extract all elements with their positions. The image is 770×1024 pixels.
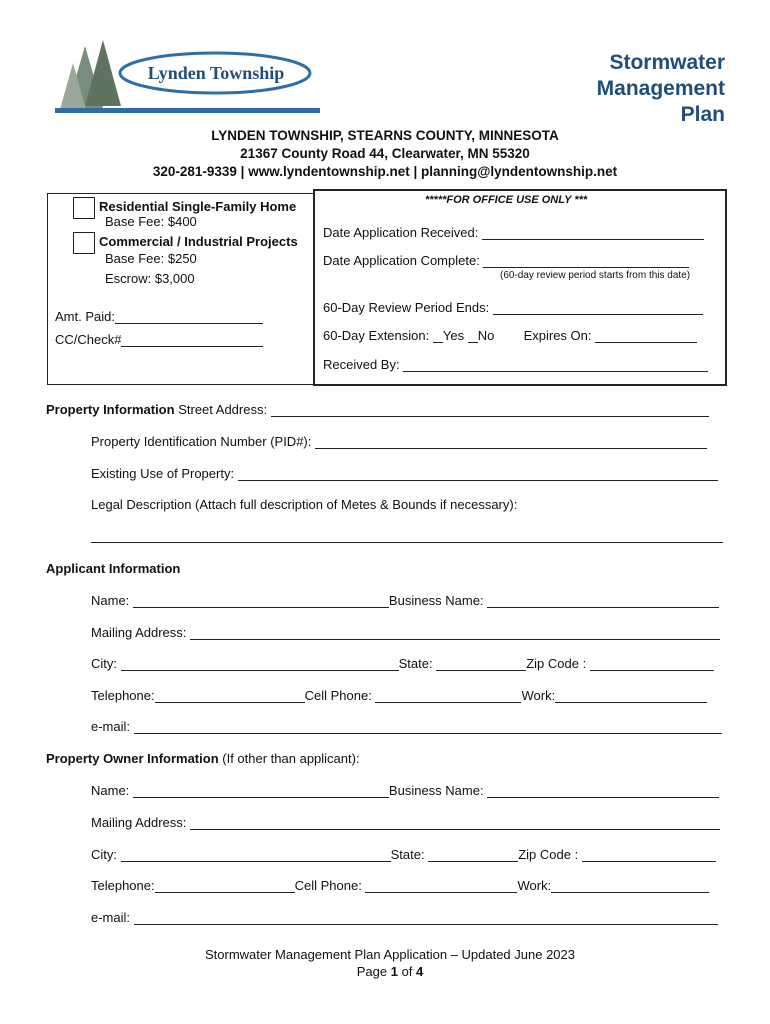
owner-mailing-field[interactable] (190, 816, 720, 830)
owner-name-label: Name: (91, 783, 130, 798)
received-by-row (323, 357, 708, 372)
applicant-cell-label: Cell Phone: (304, 688, 372, 703)
applicant-name-row (91, 593, 719, 608)
page-number: 1 (390, 964, 398, 979)
owner-phone-row (91, 878, 709, 893)
commercial-fee: Base Fee: $250 (105, 251, 197, 266)
existing-use-label: Existing Use of Property: (91, 466, 235, 481)
owner-info-heading: Property Owner Information (46, 751, 219, 766)
extension-row (323, 328, 697, 343)
owner-cell-label: Cell Phone: (294, 878, 362, 893)
applicant-city-label: City: (91, 656, 117, 671)
applicant-email-label: e-mail: (91, 719, 131, 734)
pid-field[interactable] (315, 435, 707, 449)
amt-paid-row (55, 309, 263, 324)
review-note: (60-day review period starts from this date) (500, 270, 691, 281)
title-line3: Plan (680, 103, 725, 126)
applicant-info-heading: Applicant Information (46, 561, 181, 576)
applicant-state-label: State: (398, 656, 433, 671)
applicant-phone-row (91, 688, 707, 703)
residential-label: Residential Single-Family Home (99, 199, 297, 214)
street-address-field[interactable] (271, 403, 709, 417)
office-use-heading: *****FOR OFFICE USE ONLY *** (425, 194, 588, 206)
owner-business-label: Business Name: (388, 783, 484, 798)
owner-name-row (91, 783, 719, 798)
pid-row (91, 434, 707, 449)
date-complete-label: Date Application Complete: (323, 253, 480, 268)
date-received-field[interactable] (482, 226, 704, 240)
applicant-email-field[interactable] (134, 720, 722, 734)
applicant-zip-label: Zip Code : (526, 656, 587, 671)
footer-note: Stormwater Management Plan Application – Updated June 2023 (204, 947, 575, 962)
street-address-row (46, 402, 709, 417)
owner-state-label: State: (390, 847, 425, 862)
applicant-mailing-row (91, 625, 720, 640)
owner-email-label: e-mail: (91, 910, 131, 925)
cc-check-field[interactable] (121, 333, 263, 347)
page-of: of (401, 964, 413, 979)
applicant-city-row (91, 656, 714, 671)
header-address: 21367 County Road 44, Clearwater, MN 55320 (240, 146, 530, 161)
owner-info-note: (If other than applicant): (222, 751, 360, 766)
extension-label: 60-Day Extension: (323, 328, 430, 343)
applicant-work-field[interactable] (555, 689, 707, 703)
date-received-label: Date Application Received: (323, 225, 479, 240)
logo-text: Lynden Township (147, 63, 285, 83)
owner-business-field[interactable] (487, 784, 719, 798)
received-by-label: Received By: (323, 357, 400, 372)
cc-check-label: CC/Check# (55, 332, 122, 347)
header-contact: 320-281-9339 | www.lyndentownship.net | planning@lyndentownship.net (152, 164, 618, 179)
applicant-state-field[interactable] (436, 657, 526, 671)
expires-label: Expires On: (523, 328, 592, 343)
page-indicator (0, 963, 770, 980)
cc-check-row (55, 332, 263, 347)
applicant-name-field[interactable] (133, 594, 389, 608)
extension-yes: Yes (442, 328, 465, 343)
owner-state-field[interactable] (428, 848, 518, 862)
owner-city-row (91, 847, 716, 862)
amt-paid-label: Amt. Paid: (55, 309, 115, 324)
commercial-escrow: Escrow: $3,000 (105, 271, 195, 286)
owner-city-field[interactable] (121, 848, 391, 862)
owner-email-field[interactable] (134, 911, 718, 925)
applicant-cell-field[interactable] (375, 689, 521, 703)
owner-telephone-label: Telephone: (91, 878, 155, 893)
owner-zip-label: Zip Code : (518, 847, 579, 862)
applicant-telephone-label: Telephone: (91, 688, 155, 703)
extension-no: No (477, 328, 495, 343)
street-address-label: Street Address: (178, 402, 268, 417)
existing-use-row (91, 466, 718, 481)
owner-heading-row (46, 751, 360, 766)
review-ends-label: 60-Day Review Period Ends: (323, 300, 490, 315)
review-ends-row (323, 300, 703, 315)
applicant-email-row (91, 719, 722, 734)
amt-paid-field[interactable] (115, 310, 263, 324)
expires-field[interactable] (595, 329, 697, 343)
page-total: 4 (416, 964, 424, 979)
owner-telephone-field[interactable] (155, 879, 295, 893)
title-line1: Stormwater (609, 51, 725, 74)
owner-mailing-label: Mailing Address: (91, 815, 187, 830)
commercial-checkbox[interactable] (73, 232, 95, 254)
date-complete-row (323, 253, 689, 268)
owner-cell-field[interactable] (365, 879, 517, 893)
property-info-heading: Property Information (46, 402, 175, 417)
date-received-row (323, 225, 704, 240)
applicant-telephone-field[interactable] (155, 689, 305, 703)
residential-fee: Base Fee: $400 (105, 214, 197, 229)
existing-use-field[interactable] (238, 467, 718, 481)
residential-checkbox[interactable] (73, 197, 95, 219)
date-complete-field[interactable] (483, 254, 689, 268)
township-logo (55, 38, 325, 123)
extension-no-field[interactable] (468, 329, 478, 343)
owner-work-field[interactable] (551, 879, 709, 893)
title-line2: Management (596, 77, 725, 100)
applicant-mailing-field[interactable] (190, 626, 720, 640)
applicant-work-label: Work: (521, 688, 556, 703)
applicant-name-label: Name: (91, 593, 130, 608)
page-prefix: Page (356, 964, 388, 979)
legal-description-field[interactable] (91, 542, 723, 543)
extension-yes-field[interactable] (433, 329, 443, 343)
applicant-business-label: Business Name: (388, 593, 484, 608)
review-ends-field[interactable] (493, 301, 703, 315)
pid-label: Property Identification Number (PID#): (91, 434, 312, 449)
applicant-city-field[interactable] (121, 657, 399, 671)
page-title (597, 50, 725, 128)
owner-name-field[interactable] (133, 784, 389, 798)
legal-description-label: Legal Description (Attach full description of Metes & Bounds if necessary): (91, 497, 518, 512)
owner-work-label: Work: (517, 878, 552, 893)
applicant-business-field[interactable] (487, 594, 719, 608)
owner-city-label: City: (91, 847, 117, 862)
owner-email-row (91, 910, 718, 925)
applicant-mailing-label: Mailing Address: (91, 625, 187, 640)
commercial-label: Commercial / Industrial Projects (99, 234, 298, 249)
applicant-zip-field[interactable] (590, 657, 714, 671)
owner-mailing-row (91, 815, 720, 830)
owner-zip-field[interactable] (582, 848, 716, 862)
header-line1: LYNDEN TOWNSHIP, STEARNS COUNTY, MINNESOTA (211, 128, 559, 143)
received-by-field[interactable] (403, 358, 708, 372)
